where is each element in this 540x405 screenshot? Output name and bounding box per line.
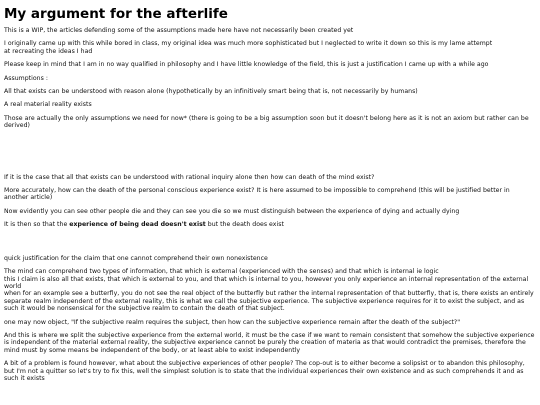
origin-paragraph xyxy=(4,40,536,55)
question-paragraph: If it is the case that all that exists can be understood with rational inquiry alone then how can death of the mind exist? xyxy=(4,173,375,181)
justification-heading: quick justification for the claim that one cannot comprehend their own nonexistence xyxy=(4,254,268,262)
evidence-paragraph: Now evidently you can see other people die and they can see you die so we must distinguish between the experience of dying and actually dying xyxy=(4,207,460,215)
section-gap xyxy=(4,136,536,174)
assumption-2: A real material reality exists xyxy=(4,101,92,109)
conclusion-paragraph xyxy=(4,221,536,228)
origin-line-2: at recreating the ideas I had xyxy=(4,47,93,55)
assumptions-heading: Assumptions : xyxy=(4,74,48,82)
objection-paragraph: one may now object, "If the subjective realm requires the subject, then how can the subjective experience remain after the death of the subject?" xyxy=(4,318,461,326)
problem-paragraph: A bit of a problem is found however, what about the subjective experiences of other people? The cop-out is to either become a solipsist or to abandon this philosophy, but I'm not a quitter so let's try to fix this, well the simplest solution is to state that the individual experiences their own existence and as such comprehends it and as such it exists xyxy=(4,360,525,382)
page-title: My argument for the afterlife xyxy=(4,6,228,22)
assumptions-note: Those are actually the only assumptions we need for now* (there is going to be a big assumption soon but it doesn't belong here as it is not an axiom but rather can be derived) xyxy=(4,114,529,130)
split-paragraph: And this is where we split the subjective experience from the external world, it must be the case if we want to remain consistent that somehow the subjective experience is independent of the material external reality, the subjective experience cannot be purely the creation of materia as that would contradict the premises, therefore the mind must by some means be independent of the body, or at least able to exist independently xyxy=(4,331,535,354)
disclaimer-paragraph: Please keep in mind that I am in no way qualified in philosophy and I have little knowledge of the field, this is just a justification I came up with a while ago xyxy=(4,61,489,69)
conclusion-suffix: but the death does exist xyxy=(205,221,284,229)
assumption-1: All that exists can be understood with reason alone (hypothetically by an infinitively smart being that is, not necessarily by humans) xyxy=(4,88,418,96)
mind-line-3: when for an example see a butterfly, you do not see the real object of the butterfly but rather the internal representation of that butterfly, that is, there exists an entirely separate realm independent of the external reality, this is what we call the subjective experience. The subjective experience requires for it to exist the subject, and as such it would be nonsensical for the subjective realm to contain the death of that subject. xyxy=(4,290,534,313)
section-gap-2 xyxy=(4,235,536,255)
origin-line-1: I originally came up with this while bored in class, my original idea was much more sophisticated but I neglected to write it down so this is my lame attempt xyxy=(4,40,493,48)
intro-paragraph: This is a WIP, the articles defending some of the assumptions made here have not necessarily been created yet xyxy=(4,27,354,34)
mind-line-1: The mind can comprehend two types of information, that which is external (experienced with the senses) and that which is internal ie logic xyxy=(4,268,439,276)
accuracy-paragraph: More accurately, how can the death of the personal conscious experience exist? It is here assumed to be impossible to comprehend (this will be justified better in another article) xyxy=(4,187,510,202)
conclusion-emphasis: experience of being dead doesn't exist xyxy=(69,221,206,229)
conclusion-prefix: It is then so that the xyxy=(4,221,70,229)
mind-line-2: this I claim is also all that exists, that which is external to you, and that which is internal to you, however you only experience an internal representation of the external world xyxy=(4,275,529,290)
mind-paragraph xyxy=(4,268,536,312)
